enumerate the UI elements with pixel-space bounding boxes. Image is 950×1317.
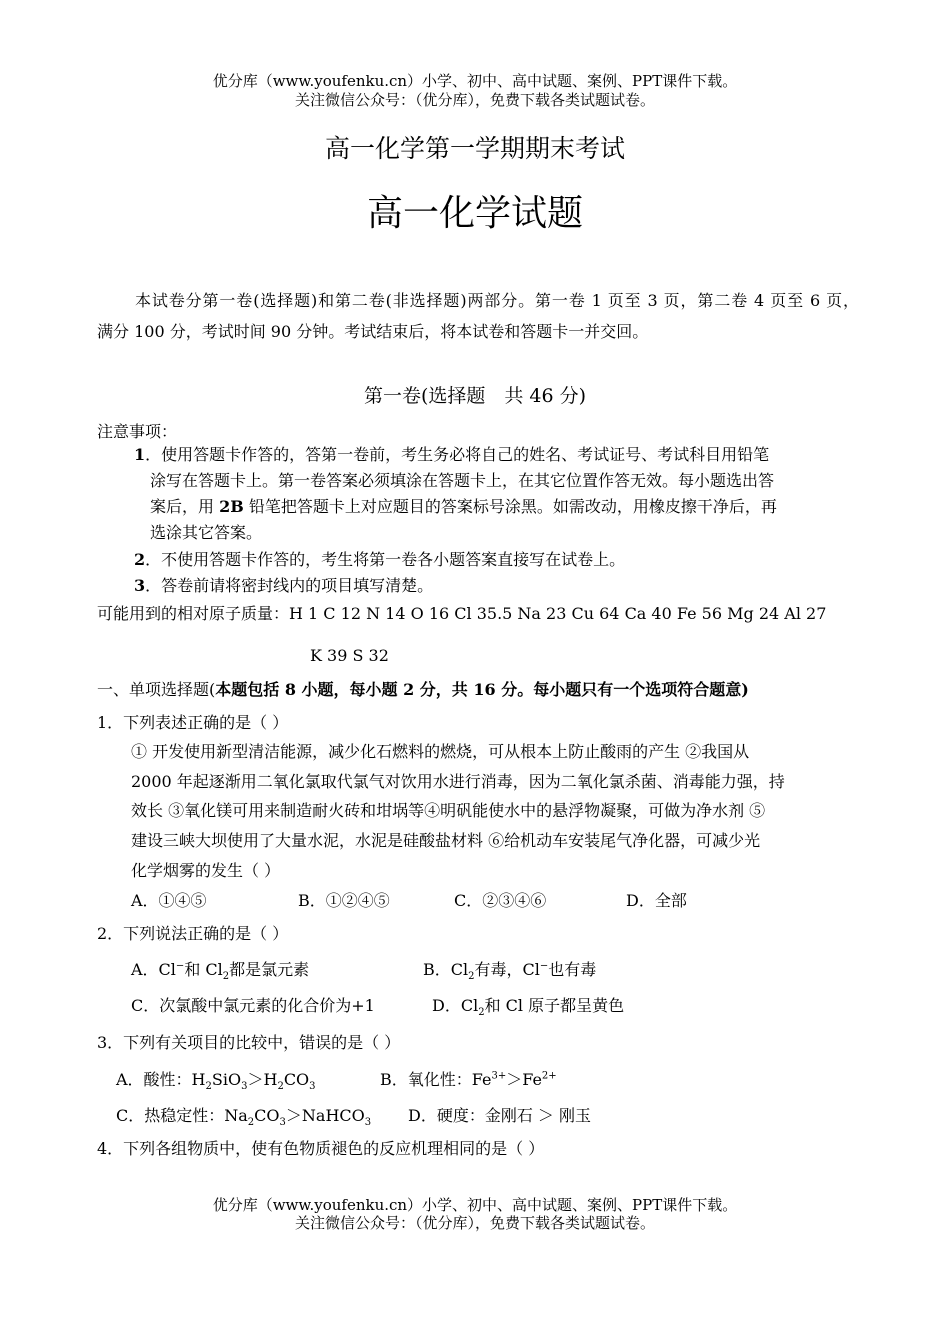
note-1-text: ．使用答题卡作答的，答第一卷前，考生务必将自己的姓名、考试证号、考试科目用铅笔 — [145, 445, 770, 464]
note-3 — [134, 575, 433, 597]
q2-option-b: B．$Cl_2$有毒，Cl−也有毒 — [423, 960, 597, 983]
note-2 — [134, 549, 625, 571]
part-1-heading-a: 一、单项选择题( — [97, 680, 216, 699]
note-1-line-3-a: 案后，用 — [150, 497, 220, 516]
q1-line-1: ① 开发使用新型清洁能源，减少化石燃料的燃烧，可从根本上防止酸雨的产生 ②我国从 — [131, 742, 750, 761]
q2-stem: 2．下列说法正确的是（ ） — [97, 924, 289, 943]
q1-line-5: 化学烟雾的发生（ ） — [131, 861, 281, 880]
q1-option-d: D．全部 — [626, 891, 687, 910]
intro-line-2: 满分 100 分，考试时间 90 分钟。考试结束后，将本试卷和答题卡一并交回。 — [97, 322, 649, 341]
q1-option-a: A．①④⑤ — [131, 891, 207, 910]
note-3-number: 3 — [134, 576, 146, 595]
footer-line-1: 优分库（www.youfenku.cn）小学、初中、高中试题、案例、PPT课件下载。 — [212, 1196, 738, 1214]
exam-title: 高一化学第一学期期末考试 — [324, 134, 625, 163]
q3-option-d: D．硬度：金刚石 ＞ 刚玉 — [408, 1106, 592, 1125]
q2-option-a: A．Cl−和 $Cl_2$都是氯元素 — [131, 960, 310, 983]
note-1-line-1 — [134, 444, 769, 466]
atomic-masses-line-1: 可能用到的相对原子质量：H 1 C 12 N 14 O 16 Cl 35.5 Na 23 Cu 64 Ca 40 Fe 56 Mg 24 Al 27 — [97, 604, 827, 623]
q4-stem: 4．下列各组物质中，使有色物质褪色的反应机理相同的是（ ） — [97, 1139, 545, 1158]
note-1-number: 1 — [134, 445, 146, 464]
q1-line-2: 2000 年起逐渐用二氧化氯取代氯气对饮用水进行消毒，因为二氧化氯杀菌、消毒能力强，持 — [131, 772, 785, 791]
note-1-line-4: 选涂其它答案。 — [150, 523, 263, 542]
header-line-1: 优分库（www.youfenku.cn）小学、初中、高中试题、案例、PPT课件下载。 — [212, 72, 738, 90]
q3-option-a: A．酸性：$H_2SiO_3>H_2CO_3$ — [116, 1070, 316, 1093]
atomic-masses-line-2: K 39 S 32 — [310, 646, 389, 665]
paper-title: 高一化学试题 — [366, 193, 583, 234]
note-1-line-3-c: 铅笔把答题卡上对应题目的答案标号涂黑。如需改动，用橡皮擦干净后，再 — [243, 497, 777, 516]
q3-option-b: B．氧化性：$Fe^{3+}>Fe^{2+}$ — [380, 1070, 557, 1089]
q1-line-4: 建设三峡大坝使用了大量水泥，水泥是硅酸盐材料 ⑥给机动车安装尾气净化器，可减少光 — [131, 831, 761, 850]
part-1-heading — [97, 679, 749, 701]
q1-line-3: 效长 ③氧化镁可用来制造耐火砖和坩埚等④明矾能使水中的悬浮物凝聚，可做为净水剂 ⑤ — [131, 801, 766, 820]
header-line-2: 关注微信公众号：（优分库），免费下载各类试题试卷。 — [294, 91, 655, 109]
q3-option-c: C．热稳定性：$Na_2CO_3>NaHCO_3$ — [116, 1106, 372, 1129]
part-1-heading-b: 本题包括 8 小题，每小题 2 分，共 16 分。每小题只有一个选项符合题意) — [215, 680, 749, 699]
note-1-pencil-grade: 2B — [219, 497, 244, 516]
note-2-text: ．不使用答题卡作答的，考生将第一卷各小题答案直接写在试卷上。 — [145, 550, 626, 569]
notes-heading: 注意事项： — [97, 422, 178, 441]
section-1-title: 第一卷(选择题 共 46 分) — [363, 385, 587, 407]
q2-option-c: C．次氯酸中氯元素的化合价为+1 — [131, 996, 375, 1015]
q1-option-b: B．①②④⑤ — [298, 891, 390, 910]
note-2-number: 2 — [134, 550, 146, 569]
note-1-line-2: 涂写在答题卡上。第一卷答案必须填涂在答题卡上，在其它位置作答无效。每小题选出答 — [150, 471, 775, 490]
footer-line-2: 关注微信公众号：（优分库），免费下载各类试题试卷。 — [294, 1214, 655, 1232]
q3-stem: 3．下列有关项目的比较中，错误的是（ ） — [97, 1033, 401, 1052]
note-1-line-3 — [150, 496, 777, 518]
intro-line-1: 本试卷分第一卷(选择题)和第二卷(非选择题)两部分。第一卷 1 页至 3 页，第二卷 4 页至 6 页， — [135, 291, 859, 310]
note-3-text: ．答卷前请将密封线内的项目填写清楚。 — [145, 576, 434, 595]
q1-option-c: C．②③④⑥ — [454, 891, 547, 910]
q2-option-d: D．$Cl_2$和 Cl 原子都呈黄色 — [432, 996, 625, 1019]
q1-stem: 1．下列表述正确的是（ ） — [97, 713, 289, 732]
